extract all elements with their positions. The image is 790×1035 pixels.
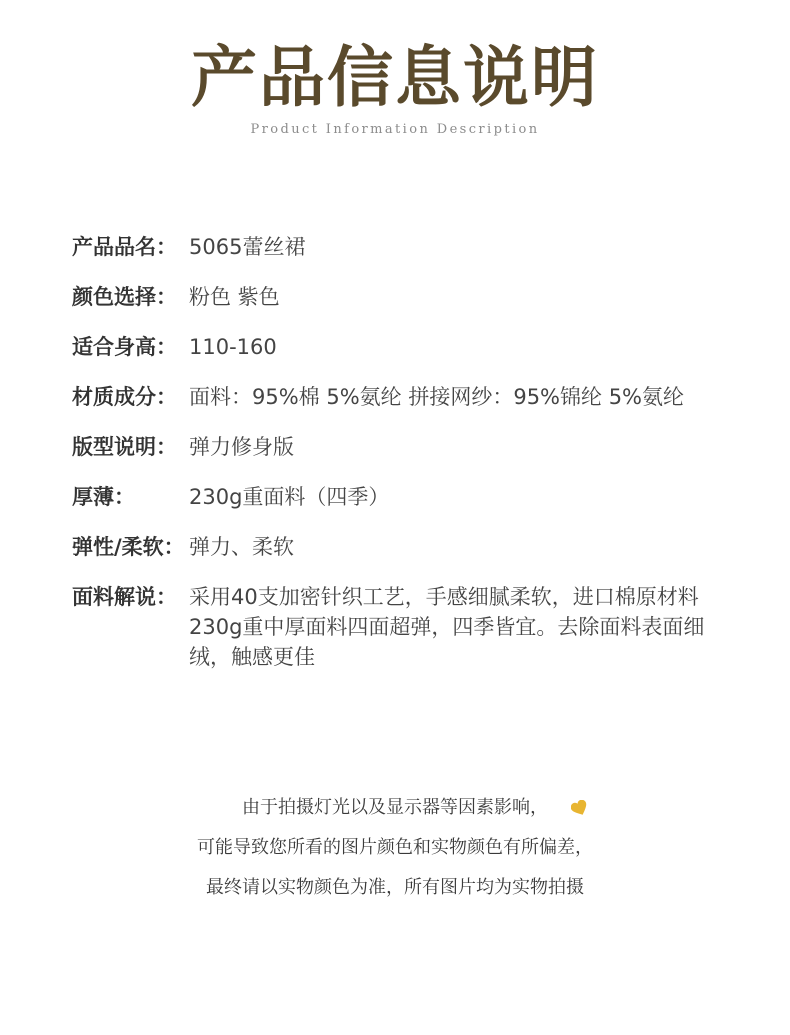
spec-label: 弹性/柔软： — [72, 535, 185, 559]
spec-row-color — [72, 282, 772, 312]
page-title: 产品信息说明 — [191, 39, 599, 116]
spec-row-fabric-description — [72, 582, 772, 672]
spec-value: 230g重面料（四季） — [189, 485, 390, 509]
disclaimer-line: 由于拍摄灯光以及显示器等因素影响， — [242, 797, 548, 818]
spec-value: 面料：95%棉 5%氨纶 拼接网纱：95%锦纶 5%氨纶 — [189, 385, 685, 409]
heart-icon — [571, 800, 589, 818]
spec-value: 粉色 紫色 — [189, 285, 280, 309]
spec-row-height — [72, 332, 772, 362]
spec-label: 产品品名： — [72, 235, 177, 259]
spec-value: 弹力、柔软 — [189, 535, 294, 559]
spec-label: 颜色选择： — [72, 285, 177, 309]
spec-row-fit — [72, 432, 772, 462]
disclaimer-line: 最终请以实物颜色为准，所有图片均为实物拍摄 — [206, 877, 584, 898]
spec-label: 材质成分： — [72, 385, 177, 409]
spec-label: 面料解说： — [72, 585, 177, 609]
spec-row-thickness — [72, 482, 772, 512]
spec-row-material — [72, 382, 772, 412]
disclaimer-line: 可能导致您所看的图片颜色和实物颜色有所偏差， — [197, 837, 593, 858]
spec-value: 弹力修身版 — [189, 435, 294, 459]
page-subtitle: Product Information Description — [250, 122, 540, 137]
spec-label: 适合身高： — [72, 335, 177, 359]
color-disclaimer — [0, 792, 790, 912]
spec-row-elasticity — [72, 532, 772, 562]
spec-value: 采用40支加密针织工艺，手感细腻柔软，进口棉原材料 230g重中厚面料四面超弹，四季皆宜。去除面料表面细 绒，触感更佳 — [189, 585, 705, 669]
spec-row-product-name — [72, 232, 772, 262]
spec-label: 厚薄： — [72, 485, 135, 509]
spec-value: 5065蕾丝裙 — [189, 235, 306, 259]
spec-label: 版型说明： — [72, 435, 177, 459]
spec-list — [72, 232, 772, 692]
spec-value: 110-160 — [189, 335, 277, 359]
